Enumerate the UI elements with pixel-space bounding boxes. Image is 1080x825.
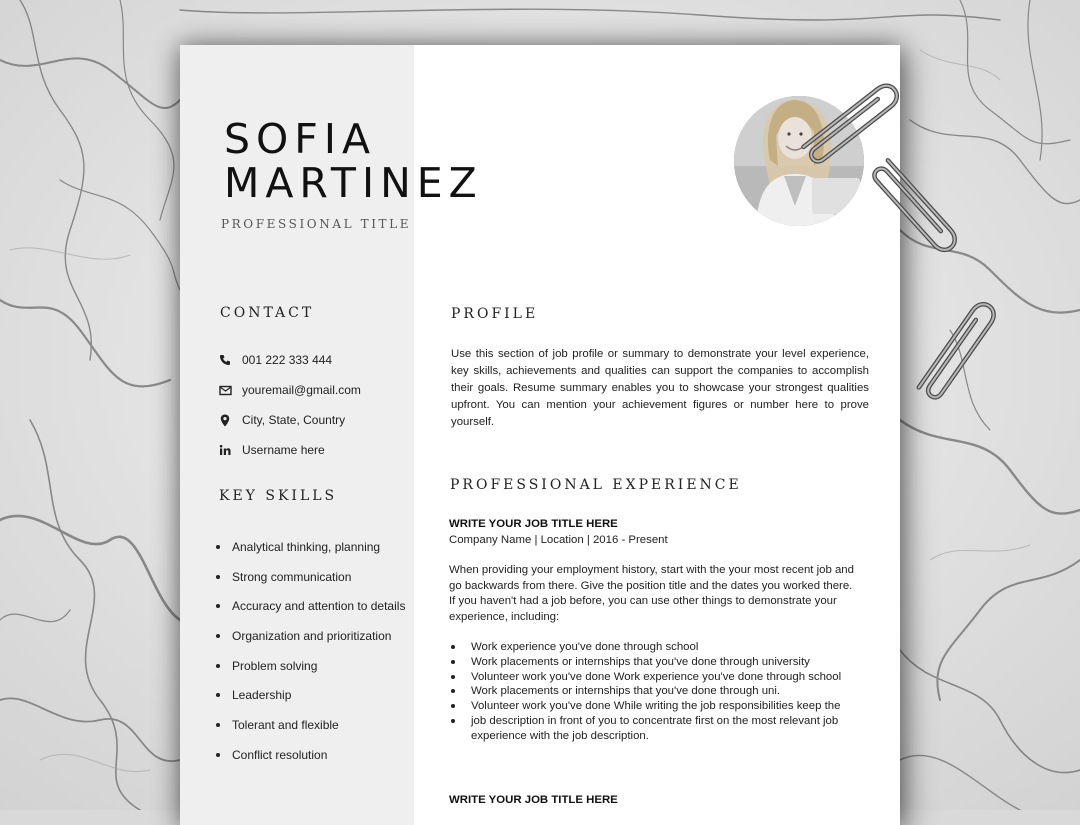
list-item: Volunteer work you've done While writing the job responsibilities keep the [449, 699, 869, 714]
email-text[interactable]: youremail@gmail.com [242, 383, 361, 397]
list-item: Tolerant and flexible [216, 710, 412, 740]
phone-text: 001 222 333 444 [242, 353, 333, 367]
list-item: Conflict resolution [216, 740, 412, 770]
job-meta-1: Company Name | Location | 2016 - Present [449, 534, 668, 546]
linkedin-text[interactable]: Username here [242, 443, 325, 457]
candidate-name [224, 117, 483, 205]
contact-list [216, 345, 412, 465]
linkedin-icon [216, 443, 234, 457]
list-item: Analytical thinking, planning [216, 532, 412, 562]
professional-title: PROFESSIONAL TITLE [221, 217, 412, 231]
list-item: Work placements or internships that you've done through university [449, 655, 869, 670]
contact-heading: CONTACT [220, 305, 315, 321]
list-item: Organization and prioritization [216, 621, 412, 651]
contact-phone [216, 345, 412, 375]
list-item: job description in front of you to concentrate first on the most relevant job experience with the job description. [449, 714, 869, 744]
location-text: City, State, Country [242, 413, 346, 427]
list-item: Accuracy and attention to details [216, 591, 412, 621]
list-item: Volunteer work you've done Work experience you've done through school [449, 670, 869, 685]
contact-location [216, 405, 412, 435]
job-title-2: WRITE YOUR JOB TITLE HERE [449, 794, 618, 806]
skills-list [216, 532, 412, 770]
resume-page [180, 45, 900, 825]
contact-email [216, 375, 412, 405]
job-bullets-1 [449, 640, 869, 744]
job-description-1: When providing your employment history, start with the your most recent job and go backwards from there. Give the position title and the dates you worked there. If you haven't had a job before, you can use other things to demonstrate your experience, including: [449, 564, 854, 623]
list-item: Problem solving [216, 651, 412, 681]
list-item: Strong communication [216, 562, 412, 592]
job-title-1: WRITE YOUR JOB TITLE HERE [449, 518, 618, 530]
name-first: SOFIA [224, 115, 377, 163]
skills-heading: KEY SKILLS [219, 488, 338, 504]
list-item: Leadership [216, 680, 412, 710]
contact-linkedin [216, 435, 412, 465]
list-item: Work placements or internships that you've done through uni. [449, 684, 869, 699]
list-item: Work experience you've done through school [449, 640, 869, 655]
map-pin-icon [216, 413, 234, 427]
profile-heading: PROFILE [451, 306, 539, 322]
profile-text: Use this section of job profile or summary to demonstrate your level experience, key skills, achievements and qualities can support the companies to accomplish their goals. Resume summary enables you to showcase your strongest qualities upfront. You can mention your achievement figures or number here to prove yourself. [451, 348, 869, 428]
envelope-icon [216, 383, 234, 397]
experience-heading: PROFESSIONAL EXPERIENCE [450, 477, 742, 493]
name-last: MARTINEZ [224, 159, 483, 207]
phone-icon [216, 353, 234, 367]
